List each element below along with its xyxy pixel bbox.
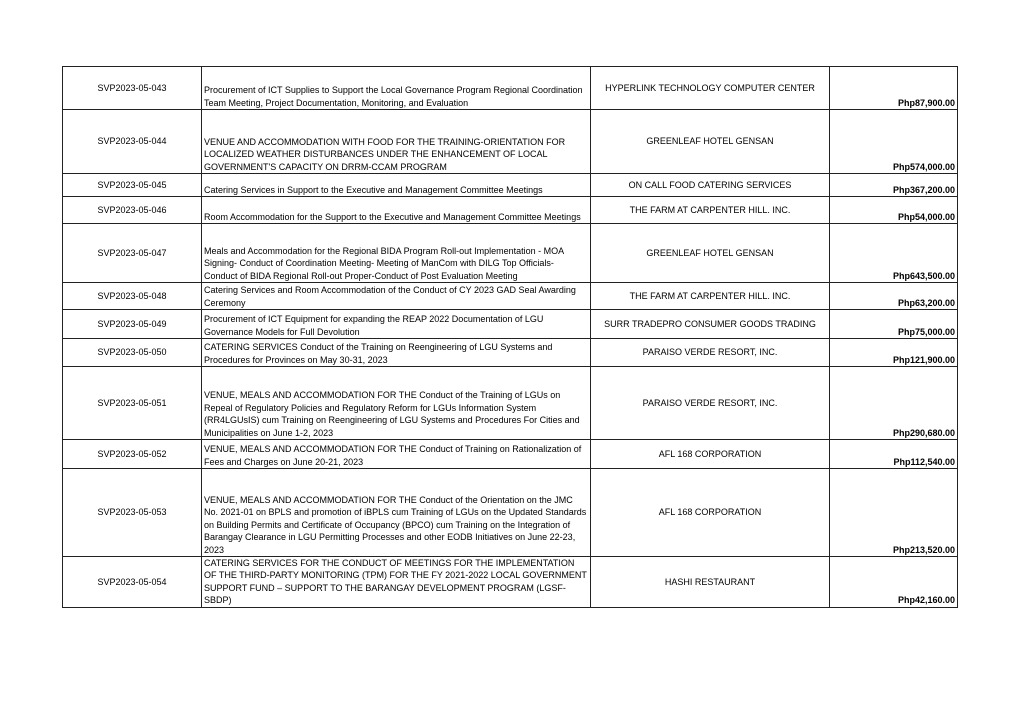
supplier-name: AFL 168 CORPORATION <box>591 440 830 469</box>
procurement-table <box>62 66 958 608</box>
supplier-name: PARAISO VERDE RESORT, INC. <box>591 339 830 367</box>
reference-number: SVP2023-05-047 <box>63 224 202 283</box>
procurement-description: VENUE, MEALS AND ACCOMMODATION FOR THE Conduct of the Orientation on the JMC No. 2021-01 on BPLS and promotion of iBPLS cum Training of LGUs on the Updated Standards on Building Permits and Certificate of Occupancy (BPCO) cum Training on the Integration of Barangay Clearance in LGU Permitting Processes and other EODB Initiatives on June 22-23, 2023 <box>202 469 591 557</box>
table-row <box>63 110 958 174</box>
reference-number: SVP2023-05-046 <box>63 197 202 224</box>
table-row <box>63 224 958 283</box>
supplier-name: GREENLEAF HOTEL GENSAN <box>591 224 830 283</box>
supplier-name: AFL 168 CORPORATION <box>591 469 830 557</box>
supplier-name: ON CALL FOOD CATERING SERVICES <box>591 174 830 197</box>
reference-number: SVP2023-05-043 <box>63 67 202 110</box>
supplier-name: SURR TRADEPRO CONSUMER GOODS TRADING <box>591 310 830 339</box>
contract-amount: Php75,000.00 <box>830 310 958 339</box>
procurement-description: Procurement of ICT Supplies to Support the Local Governance Program Regional Coordination Team Meeting, Project Documentation, Monitoring, and Evaluation <box>202 67 591 110</box>
contract-amount: Php54,000.00 <box>830 197 958 224</box>
table-row <box>63 339 958 367</box>
table-row <box>63 310 958 339</box>
reference-number: SVP2023-05-053 <box>63 469 202 557</box>
table-row <box>63 367 958 440</box>
table-body <box>63 67 958 608</box>
reference-number: SVP2023-05-050 <box>63 339 202 367</box>
table-row <box>63 440 958 469</box>
procurement-description: CATERING SERVICES Conduct of the Training on Reengineering of LGU Systems and Procedures for Provinces on May 30-31, 2023 <box>202 339 591 367</box>
table-row <box>63 469 958 557</box>
reference-number: SVP2023-05-049 <box>63 310 202 339</box>
contract-amount: Php367,200.00 <box>830 174 958 197</box>
reference-number: SVP2023-05-045 <box>63 174 202 197</box>
procurement-description: VENUE, MEALS AND ACCOMMODATION FOR THE Conduct of Training on Rationalization of Fees and Charges on June 20-21, 2023 <box>202 440 591 469</box>
procurement-description: CATERING SERVICES FOR THE CONDUCT OF MEETINGS FOR THE IMPLEMENTATION OF THE THIRD-PARTY MONITORING (TPM) FOR THE FY 2021-2022 LOCAL GOVERNMENT SUPPORT FUND – SUPPORT TO THE BARANGAY DEVELOPMENT PROGRAM (LGSF-SBDP) <box>202 557 591 608</box>
contract-amount: Php42,160.00 <box>830 557 958 608</box>
reference-number: SVP2023-05-048 <box>63 283 202 310</box>
contract-amount: Php213,520.00 <box>830 469 958 557</box>
procurement-description: Catering Services and Room Accommodation of the Conduct of CY 2023 GAD Seal Awarding Ceremony <box>202 283 591 310</box>
contract-amount: Php87,900.00 <box>830 67 958 110</box>
contract-amount: Php112,540.00 <box>830 440 958 469</box>
procurement-description: VENUE AND ACCOMMODATION WITH FOOD FOR THE TRAINING-ORIENTATION FOR LOCALIZED WEATHER DISTURBANCES UNDER THE ENHANCEMENT OF LOCAL GOVERNMENT'S CAPACITY ON DRRM-CCAM PROGRAM <box>202 110 591 174</box>
contract-amount: Php643,500.00 <box>830 224 958 283</box>
procurement-description: Catering Services in Support to the Executive and Management Committee Meetings <box>202 174 591 197</box>
table-row <box>63 174 958 197</box>
contract-amount: Php63,200.00 <box>830 283 958 310</box>
table-row <box>63 67 958 110</box>
procurement-description: Room Accommodation for the Support to the Executive and Management Committee Meetings <box>202 197 591 224</box>
table-row <box>63 283 958 310</box>
supplier-name: GREENLEAF HOTEL GENSAN <box>591 110 830 174</box>
procurement-description: VENUE, MEALS AND ACCOMMODATION FOR THE Conduct of the Training of LGUs on Repeal of Regulatory Policies and Regulatory Reform for LGUs Information System (RR4LGUsIS) cum Training on Reengineering of LGU Systems and Procedures For Cities and Municipalities on June 1-2, 2023 <box>202 367 591 440</box>
supplier-name: THE FARM AT CARPENTER HILL. INC. <box>591 283 830 310</box>
reference-number: SVP2023-05-054 <box>63 557 202 608</box>
contract-amount: Php574,000.00 <box>830 110 958 174</box>
supplier-name: THE FARM AT CARPENTER HILL. INC. <box>591 197 830 224</box>
reference-number: SVP2023-05-044 <box>63 110 202 174</box>
contract-amount: Php121,900.00 <box>830 339 958 367</box>
supplier-name: HYPERLINK TECHNOLOGY COMPUTER CENTER <box>591 67 830 110</box>
supplier-name: PARAISO VERDE RESORT, INC. <box>591 367 830 440</box>
table-row <box>63 557 958 608</box>
procurement-description: Procurement of ICT Equipment for expanding the REAP 2022 Documentation of LGU Governance Models for Full Devolution <box>202 310 591 339</box>
supplier-name: HASHI RESTAURANT <box>591 557 830 608</box>
table-row <box>63 197 958 224</box>
contract-amount: Php290,680.00 <box>830 367 958 440</box>
reference-number: SVP2023-05-051 <box>63 367 202 440</box>
procurement-description: Meals and Accommodation for the Regional BIDA Program Roll-out Implementation - MOA Signing- Conduct of Coordination Meeting- Meeting of ManCom with DILG Top Officials- Conduct of BIDA Regional Roll-out Proper-Conduct of Post Evaluation Meeting <box>202 224 591 283</box>
reference-number: SVP2023-05-052 <box>63 440 202 469</box>
